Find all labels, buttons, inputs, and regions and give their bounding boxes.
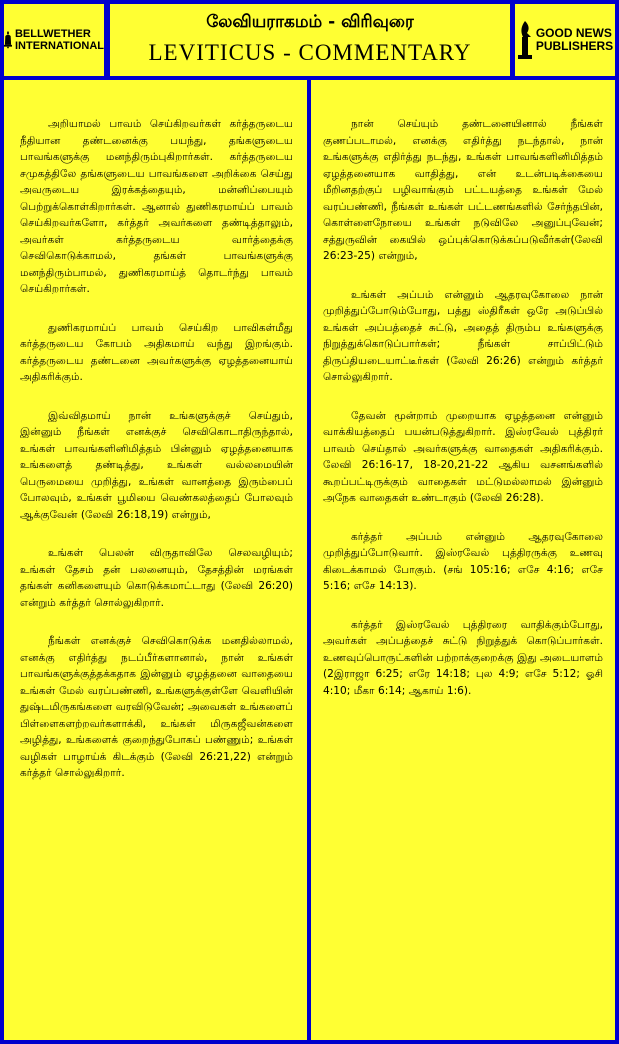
right-paragraph: உங்கள் அப்பம் என்னும் ஆதரவுகோலை நான் முறித்துப்போடும்போது, பத்து ஸ்திரீகள் ஒரே அடுப்பில் உங்கள் அப்பத்தைச் சுட்டு, அதைத் திரும்ப உங்களுக்கு நிறுத்துக்கொடுப்பார்கள்; நீங்கள் சாப்பிட்டும் திருப்தியடையாட்டீர்கள் (லேவி 26:26) என்றும் கர்த்தர் சொல்லுகிறார். [323,288,603,383]
good-news-logo [515,4,615,76]
right-paragraph: நான் செய்யும் தண்டனையினால் நீங்கள் குணப்படாமல், எனக்கு எதிர்த்து நடந்தால், நான் உங்களுக்கு எதிர்த்து நடந்து, உங்கள் பாவங்களினிமித்தம் ஏழத்தனையாக வாதித்து, என் உடன்படிக்கையை மீறினதற்குப் பழிவாங்கும் பட்டயத்தை உங்கள் மேல் வரப்பண்ணி, நீங்கள் உங்கள் பட்டணங்களில் சேர்ந்தபின், கொள்ளைநோயை உங்கள் நடுவிலே அனுப்புவேன்; சத்துருவின் கையில் ஒப்புக்கொடுக்கப்படுவீர்கள்(லேவி 26:23-25) என்றும், [323,118,603,262]
left-paragraph: அறியாமல் பாவம் செய்கிறவர்கள் கர்த்தருடைய நீதியான தண்டனைக்கு பயந்து, தங்களுடைய பாவங்களுக்கு மனந்திரும்புகிறார்கள். கர்த்தருடைய சமுகத்திலே தங்களுடைய பாவங்களை அறிக்கை செய்து அவருடைய இரக்கத்தையும், மன்னிப்பையும் பெற்றுக்கொள்கிறார்கள். ஆனால் துணிகரமாய்ப் பாவம் செய்கிறவர்களோ, கர்த்தர் அவர்களை தண்டித்தாலும், அவர்கள் கர்த்தருடைய வார்த்தைக்கு செவிகொடுக்காமல், தங்கள் பாவங்களுக்கு மனந்திரும்பாமல், துணிகரமாய்த் தொடர்ந்து பாவம் செய்கிறார்கள். [20,118,293,295]
left-column-text [20,116,293,804]
bell-icon [4,21,12,59]
left-paragraph: நீங்கள் எனக்குச் செவிகொடுக்க மனதில்லாமல், எனக்கு எதிர்த்து நடப்பீர்களானால், நான் உங்கள் பாவங்களுக்குத்தக்கதாக இன்னும் ஏழத்தனை வாதையை உங்கள் மேல் வரப்பண்ணி, உங்களுக்குள்ளே வெளியின் துஷ்டமிருகங்களை வரவிடுவேன்; அவைகள் உங்களைப் பிள்ளைகளற்றவர்களாக்கி, உங்கள் மிருகஜீவன்களை அழித்து, உங்களைக் குறைந்துபோகப் பண்ணும்; உங்கள் வழிகள் பாழாய்க் கிடக்கும் (லேவி 26:21,22) என்றும் கர்த்தர் சொல்லுகிறார். [20,635,293,779]
right-column-text [323,116,603,721]
bellwether-line1: BELLWETHER [14,28,91,40]
left-paragraph: உங்கள் பெலன் விருதாவிலே செலவழியும்; உங்கள் தேசம் தன் பலனையும், தேசத்தின் மரங்கள் தங்கள் கனிகளையும் கொடுக்கமாட்டாது (லேவி 26:20) என்றும் கர்த்தர் சொல்லுகிறார். [20,547,293,609]
right-column [311,80,615,1040]
good-news-line2: PUBLISHERS [535,39,614,53]
bellwether-line2: INTERNATIONAL [14,40,104,52]
dove-icon [517,21,533,59]
page-title-box [110,4,510,76]
right-paragraph: கர்த்தர் அப்பம் என்னும் ஆதரவுகோலை முறித்துப்போடுவார். இஸ்ரவேல் புத்திரருக்கு உணவு கிடைக்காமல் போகும். (சங் 105:16; எசே 4:16; எசே 5:16; எசே 14:13). [323,530,603,592]
title-english: LEVITICUS - COMMENTARY [148,40,472,65]
right-paragraph: தேவன் மூன்றாம் முறையாக ஏழத்தனை என்னும் வாக்கியத்தைப் பயன்படுத்துகிறார். இஸ்ரவேல் புத்திரர் பாவம் செய்தால் அவர்களுக்கு வாதைகள் அதிகரிக்கும். லேவி 26:16-17, 18-20,21-22 ஆகிய வசனங்களில் கூறப்பட்டிருக்கும் வாதைகள் மட்டுமல்லாமல் இன்னும் அநேக வாதைகள் உண்டாகும் (லேவி 26:28). [323,409,603,504]
left-paragraph: துணிகரமாய்ப் பாவம் செய்கிற பாவிகள்மீது கர்த்தருடைய கோபம் அதிகமாய் வந்து இறங்கும். கர்த்தருடைய தண்டனை அவர்களுக்கு ஏழத்தனையாய் அதிகரிக்கும். [20,321,293,383]
left-paragraph: இவ்விதமாய் நான் உங்களுக்குச் செய்தும், இன்னும் நீங்கள் எனக்குச் செவிகொடாதிருந்தால், உங்கள் பாவங்களினிமித்தம் பின்னும் ஏழத்தனையாக உங்களைத் தண்டித்து, உங்கள் வல்லமையின் பெருமையை முறித்து, உங்கள் வானத்தை இரும்பைப் போலவும், உங்கள் பூமியை வெண்கலத்தைப் போலவும் ஆக்குவேன் (லேவி 26:18,19) என்றும், [20,409,293,521]
good-news-line1: GOOD NEWS [535,26,612,40]
left-column [4,80,307,1040]
title-tamil: லேவியராகமம் - விரிவுரை [206,12,414,32]
right-paragraph: கர்த்தர் இஸ்ரவேல் புத்திரரை வாதிக்கும்போது, அவர்கள் அப்பத்தைச் சுட்டு நிறுத்துக் கொடுப்பார்கள். உணவுப்பொருட்களின் பற்றாக்குறைக்கு இது அடையாளம் (2இராஜா 6:25; எரே 14:18; புல 4:9; எசே 5:12; ஓசி 4:10; மீகா 6:14; ஆகாய் 1:6). [323,618,603,697]
bellwether-logo [4,4,104,76]
good-news-logo-text [536,27,613,53]
bellwether-logo-text [15,28,104,52]
